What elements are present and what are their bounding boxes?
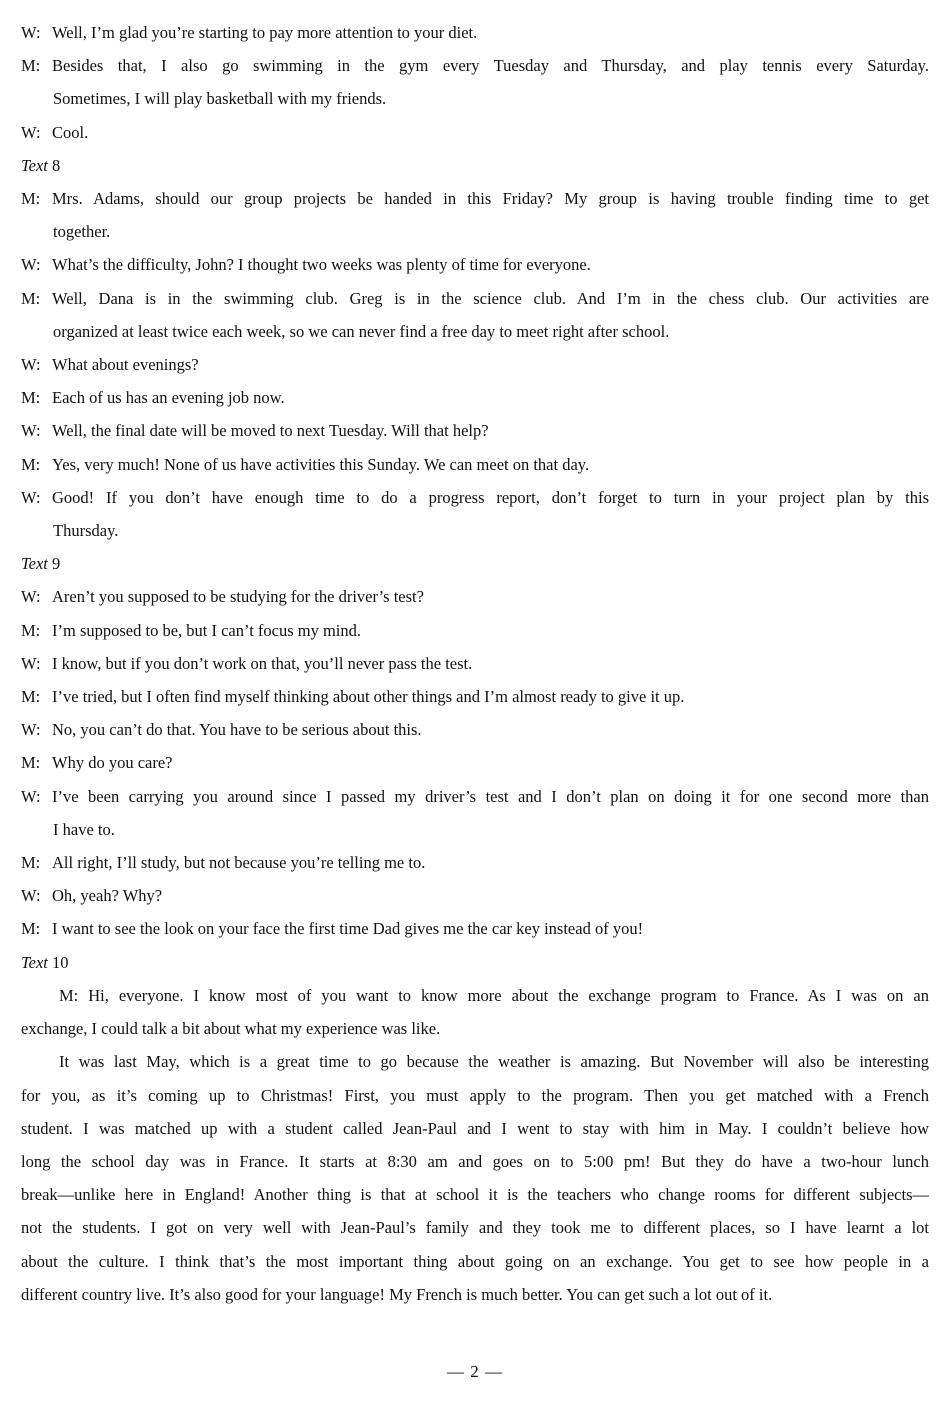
monologue-line: student. I was matched up with a student called Jean-Paul and I went to stay with him in May. I couldn’t believe how xyxy=(21,1118,929,1138)
page-number: — 2 — xyxy=(447,1362,503,1381)
speaker-label: W: xyxy=(21,587,41,607)
monologue-line: break—unlike here in England! Another thing is that at school it is the teachers who change rooms for different subjects— xyxy=(21,1185,929,1205)
speaker-label: W: xyxy=(21,255,41,275)
dialogue-text: Well, the final date will be moved to next Tuesday. Will that help? xyxy=(52,421,489,441)
speaker-label: W: xyxy=(21,720,41,740)
monologue-line: not the students. I got on very well with Jean-Paul’s family and they took me to different places, so I have learnt a lot xyxy=(21,1218,929,1238)
dialogue-line xyxy=(21,381,929,414)
monologue-line: different country live. It’s also good for your language! My French is much better. You can get such a lot out of it. xyxy=(21,1284,773,1304)
heading-label: Text xyxy=(21,155,48,175)
dialogue-text: Cool. xyxy=(52,122,89,142)
dialogue-line xyxy=(21,780,929,813)
dialogue-continuation: together. xyxy=(53,222,111,242)
speaker-label: M: xyxy=(21,919,41,939)
dialogue-text: Besides that, I also go swimming in the gym every Tuesday and Thursday, and play tennis every Saturday. xyxy=(52,56,929,76)
dialogue-text: Each of us has an evening job now. xyxy=(52,388,285,408)
speaker-label: W: xyxy=(21,487,41,507)
dialogue-line xyxy=(21,16,929,49)
speaker-label: W: xyxy=(21,653,41,673)
monologue-line: long the school day was in France. It starts at 8:30 am and goes on to 5:00 pm! But they do have a two-hour lunch xyxy=(21,1151,929,1171)
dialogue-continuation: I have to. xyxy=(53,819,115,839)
dialogue-line xyxy=(21,746,929,779)
dialogue-line xyxy=(21,49,929,82)
heading-number: 8 xyxy=(47,155,61,175)
dialogue-line xyxy=(21,448,929,481)
speaker-label: M: xyxy=(21,620,41,640)
dialogue-text: What about evenings? xyxy=(52,355,199,375)
speaker-label: W: xyxy=(21,421,41,441)
dialogue-line xyxy=(21,348,929,381)
heading-number: 10 xyxy=(47,952,69,972)
dialogue-continuation: Sometimes, I will play basketball with my friends. xyxy=(53,89,387,109)
speaker-label: W: xyxy=(21,355,41,375)
speaker-label: M: xyxy=(21,388,41,408)
dialogue-text: Good! If you don’t have enough time to do a progress report, don’t forget to turn in your project plan by this xyxy=(52,487,929,507)
dialogue-text: Why do you care? xyxy=(52,753,173,773)
dialogue-text: I know, but if you don’t work on that, you’ll never pass the test. xyxy=(52,653,473,673)
monologue-line: exchange, I could talk a bit about what my experience was like. xyxy=(21,1019,441,1039)
dialogue-line xyxy=(21,614,929,647)
dialogue-line xyxy=(21,282,929,315)
dialogue-line xyxy=(21,713,929,746)
dialogue-text: I’m supposed to be, but I can’t focus my mind. xyxy=(52,620,362,640)
speaker-label: M: xyxy=(21,189,41,209)
section-heading-text-8 xyxy=(21,149,929,182)
speaker-label: M: xyxy=(21,753,41,773)
dialogue-continuation: Thursday. xyxy=(53,521,119,541)
monologue-line: M: Hi, everyone. I know most of you want to know more about the exchange program to France. As I was on an xyxy=(59,985,929,1005)
speaker-label: W: xyxy=(21,122,41,142)
dialogue-line xyxy=(21,912,929,945)
dialogue-text: All right, I’ll study, but not because you’re telling me to. xyxy=(52,853,426,873)
section-heading-text-10 xyxy=(21,946,929,979)
monologue-line: It was last May, which is a great time to go because the weather is amazing. But November will also be interesting xyxy=(59,1052,929,1072)
dialogue-line xyxy=(21,846,929,879)
dialogue-line xyxy=(21,182,929,215)
dialogue-text: Well, Dana is in the swimming club. Greg is in the science club. And I’m in the chess club. Our activities are xyxy=(52,288,929,308)
heading-label: Text xyxy=(21,952,48,972)
document-page xyxy=(21,16,929,1311)
speaker-label: M: xyxy=(21,687,41,707)
dialogue-line xyxy=(21,879,929,912)
dialogue-text: I’ve been carrying you around since I passed my driver’s test and I don’t plan on doing it for one second more than xyxy=(52,786,929,806)
dialogue-text: No, you can’t do that. You have to be serious about this. xyxy=(52,720,422,740)
speaker-label: M: xyxy=(21,454,41,474)
dialogue-text: Well, I’m glad you’re starting to pay more attention to your diet. xyxy=(52,23,478,42)
speaker-label: M: xyxy=(21,56,41,76)
dialogue-continuation: organized at least twice each week, so we can never find a free day to meet right after school. xyxy=(53,321,670,341)
dialogue-line xyxy=(21,116,929,149)
dialogue-text: Mrs. Adams, should our group projects be handed in this Friday? My group is having trouble finding time to get xyxy=(52,189,929,209)
dialogue-text: Yes, very much! None of us have activities this Sunday. We can meet on that day. xyxy=(52,454,590,474)
dialogue-line xyxy=(21,248,929,281)
speaker-label: M: xyxy=(21,288,41,308)
speaker-label: W: xyxy=(21,886,41,906)
dialogue-text: I want to see the look on your face the first time Dad gives me the car key instead of you! xyxy=(52,919,644,939)
monologue-line: about the culture. I think that’s the most important thing about going on an exchange. You get to see how people in a xyxy=(21,1251,929,1271)
dialogue-text: Aren’t you supposed to be studying for the driver’s test? xyxy=(52,587,424,607)
heading-number: 9 xyxy=(47,554,61,574)
monologue-line: for you, as it’s coming up to Christmas! First, you must apply to the program. Then you get matched with a French xyxy=(21,1085,929,1105)
dialogue-line xyxy=(21,680,929,713)
speaker-label: M: xyxy=(21,853,41,873)
dialogue-text: Oh, yeah? Why? xyxy=(52,886,163,906)
dialogue-text: What’s the difficulty, John? I thought two weeks was plenty of time for everyone. xyxy=(52,255,591,275)
section-heading-text-9 xyxy=(21,547,929,580)
dialogue-line xyxy=(21,414,929,447)
speaker-label: W: xyxy=(21,23,41,42)
dialogue-line xyxy=(21,481,929,514)
speaker-label: W: xyxy=(21,786,41,806)
heading-label: Text xyxy=(21,554,48,574)
dialogue-line xyxy=(21,580,929,613)
dialogue-line xyxy=(21,647,929,680)
dialogue-text: I’ve tried, but I often find myself thinking about other things and I’m almost ready to give it up. xyxy=(52,687,685,707)
